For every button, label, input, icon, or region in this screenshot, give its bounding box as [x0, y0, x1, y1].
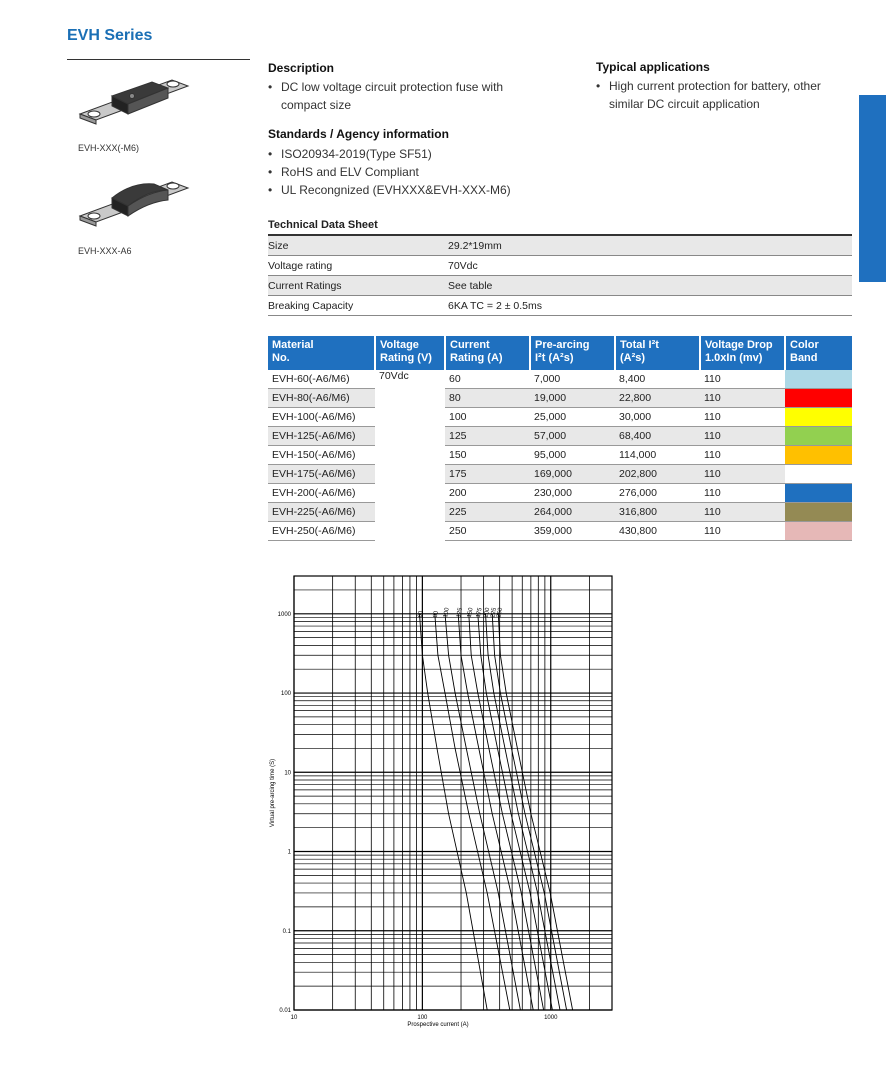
current-cell: 225: [445, 503, 530, 522]
curve-label: 175: [475, 607, 484, 619]
material-cell: EVH-80(-A6/M6): [268, 389, 375, 408]
color-band-swatch: [785, 370, 852, 389]
curve-label: 225: [490, 607, 498, 619]
table-row: [268, 256, 852, 276]
y-tick-label: 10: [284, 770, 291, 777]
applications-item: • High current protection for battery, other similar DC circuit application: [596, 77, 856, 113]
applications-heading: Typical applications: [596, 60, 710, 74]
ratings-header-row: [268, 336, 852, 370]
tds-label: Breaking Capacity: [268, 296, 448, 316]
description-heading: Description: [268, 61, 335, 75]
current-cell: 80: [445, 389, 530, 408]
voltage-drop-cell: 110: [700, 484, 785, 503]
header-prearcing: Pre-arcing I²t (A²s): [530, 336, 615, 370]
total-cell: 30,000: [615, 408, 700, 427]
voltage-drop-cell: 110: [700, 503, 785, 522]
current-cell: 175: [445, 465, 530, 484]
y-axis-label: Virtual pre-arcing time (S): [270, 758, 276, 828]
material-cell: EVH-200(-A6/M6): [268, 484, 375, 503]
voltage-drop-cell: 110: [700, 370, 785, 389]
voltage-drop-cell: 110: [700, 465, 785, 484]
total-cell: 430,800: [615, 522, 700, 541]
tds-value: 6KA TC = 2 ± 0.5ms: [448, 296, 852, 316]
prearcing-cell: 169,000: [530, 465, 615, 484]
fuse-m6-caption: EVH-XXX(-M6): [78, 143, 140, 153]
curve-label: 200: [483, 607, 492, 619]
total-cell: 8,400: [615, 370, 700, 389]
material-cell: EVH-225(-A6/M6): [268, 503, 375, 522]
table-row: [268, 235, 852, 256]
total-cell: 316,800: [615, 503, 700, 522]
prearcing-cell: 19,000: [530, 389, 615, 408]
ratings-table: [268, 336, 852, 541]
x-tick-label: 10: [290, 1015, 298, 1021]
table-row: [268, 446, 852, 465]
color-band-swatch: [785, 465, 852, 484]
standards-list: [268, 145, 588, 199]
current-cell: 150: [445, 446, 530, 465]
table-row: [268, 370, 852, 389]
voltage-drop-cell: 110: [700, 408, 785, 427]
header-current: Current Rating (A): [445, 336, 530, 370]
prearcing-cell: 25,000: [530, 408, 615, 427]
curve-label: 100: [443, 607, 451, 619]
x-axis-label: Prospective current (A): [407, 1022, 469, 1028]
material-cell: EVH-60(-A6/M6): [268, 370, 375, 389]
header-total: Total I²t (A²s): [615, 336, 700, 370]
table-row: [268, 484, 852, 503]
prearcing-cell: 7,000: [530, 370, 615, 389]
current-cell: 200: [445, 484, 530, 503]
tds-label: Size: [268, 235, 448, 256]
title-divider: [67, 59, 250, 60]
y-tick-label: 1: [287, 849, 291, 856]
voltage-cell: 70Vdc: [379, 370, 409, 382]
applications-list: [596, 77, 856, 113]
current-cell: 250: [445, 522, 530, 541]
total-cell: 22,800: [615, 389, 700, 408]
curve-label: 250: [496, 607, 505, 619]
standards-heading: Standards / Agency information: [268, 127, 449, 141]
tds-value: See table: [448, 276, 852, 296]
color-band-swatch: [785, 503, 852, 522]
x-tick-label: 100: [417, 1015, 428, 1021]
color-band-swatch: [785, 389, 852, 408]
fuse-m6-image: [72, 66, 192, 136]
y-tick-label: 100: [280, 691, 291, 698]
y-tick-label: 0.1: [282, 928, 291, 935]
total-cell: 68,400: [615, 427, 700, 446]
header-color-band: Color Band: [785, 336, 852, 370]
prearcing-cell: 57,000: [530, 427, 615, 446]
fuse-a6-image: [72, 168, 192, 238]
voltage-drop-cell: 110: [700, 522, 785, 541]
material-cell: EVH-125(-A6/M6): [268, 427, 375, 446]
curve-label: 80: [432, 610, 440, 619]
tds-label: Voltage rating: [268, 256, 448, 276]
total-cell: 276,000: [615, 484, 700, 503]
header-voltage-drop: Voltage Drop 1.0xIn (mv): [700, 336, 785, 370]
table-row: [268, 522, 852, 541]
plot-area: [294, 576, 612, 1010]
color-band-swatch: [785, 427, 852, 446]
prearcing-cell: 264,000: [530, 503, 615, 522]
current-cell: 60: [445, 370, 530, 389]
y-tick-label: 0.01: [279, 1008, 291, 1014]
ratings-body: [268, 370, 852, 541]
table-row: [268, 276, 852, 296]
header-material: Material No.: [268, 336, 375, 370]
technical-data-table: [268, 234, 852, 316]
y-tick-label: 1000: [277, 611, 291, 618]
material-cell: EVH-250(-A6/M6): [268, 522, 375, 541]
page-title: EVH Series: [67, 27, 153, 44]
material-cell: EVH-100(-A6/M6): [268, 408, 375, 427]
table-row: [268, 296, 852, 316]
current-cell: 100: [445, 408, 530, 427]
tds-value: 29.2*19mm: [448, 235, 852, 256]
voltage-drop-cell: 110: [700, 389, 785, 408]
voltage-drop-cell: 110: [700, 427, 785, 446]
curve-label: 150: [466, 607, 475, 619]
table-row: [268, 389, 852, 408]
curve-label: 125: [456, 607, 464, 619]
material-cell: EVH-175(-A6/M6): [268, 465, 375, 484]
tds-label: Current Ratings: [268, 276, 448, 296]
material-cell: EVH-150(-A6/M6): [268, 446, 375, 465]
current-cell: 125: [445, 427, 530, 446]
table-row: [268, 427, 852, 446]
color-band-swatch: [785, 484, 852, 503]
prearcing-cell: 95,000: [530, 446, 615, 465]
header-voltage: Voltage Rating (V): [375, 336, 445, 370]
fuse-a6-caption: EVH-XXX-A6: [78, 246, 132, 256]
table-row: [268, 465, 852, 484]
prearcing-cell: 359,000: [530, 522, 615, 541]
standards-item: • RoHS and ELV Compliant: [268, 163, 588, 181]
standards-item: • ISO20934-2019(Type SF51): [268, 145, 588, 163]
voltage-drop-cell: 110: [700, 446, 785, 465]
section-side-tab: [859, 95, 886, 282]
color-band-swatch: [785, 446, 852, 465]
time-current-chart: [262, 572, 622, 1034]
table-row: [268, 408, 852, 427]
description-item: • DC low voltage circuit protection fuse with compact size: [268, 78, 568, 114]
color-band-swatch: [785, 522, 852, 541]
table-row: [268, 503, 852, 522]
tds-value: 70Vdc: [448, 256, 852, 276]
description-list: [268, 78, 568, 114]
total-cell: 114,000: [615, 446, 700, 465]
x-tick-label: 1000: [544, 1015, 558, 1021]
curve-label: 60: [417, 610, 425, 619]
prearcing-cell: 230,000: [530, 484, 615, 503]
total-cell: 202,800: [615, 465, 700, 484]
standards-item: • UL Recongnized (EVHXXX&EVH-XXX-M6): [268, 181, 588, 199]
technical-data-title: Technical Data Sheet: [268, 219, 378, 231]
color-band-swatch: [785, 408, 852, 427]
